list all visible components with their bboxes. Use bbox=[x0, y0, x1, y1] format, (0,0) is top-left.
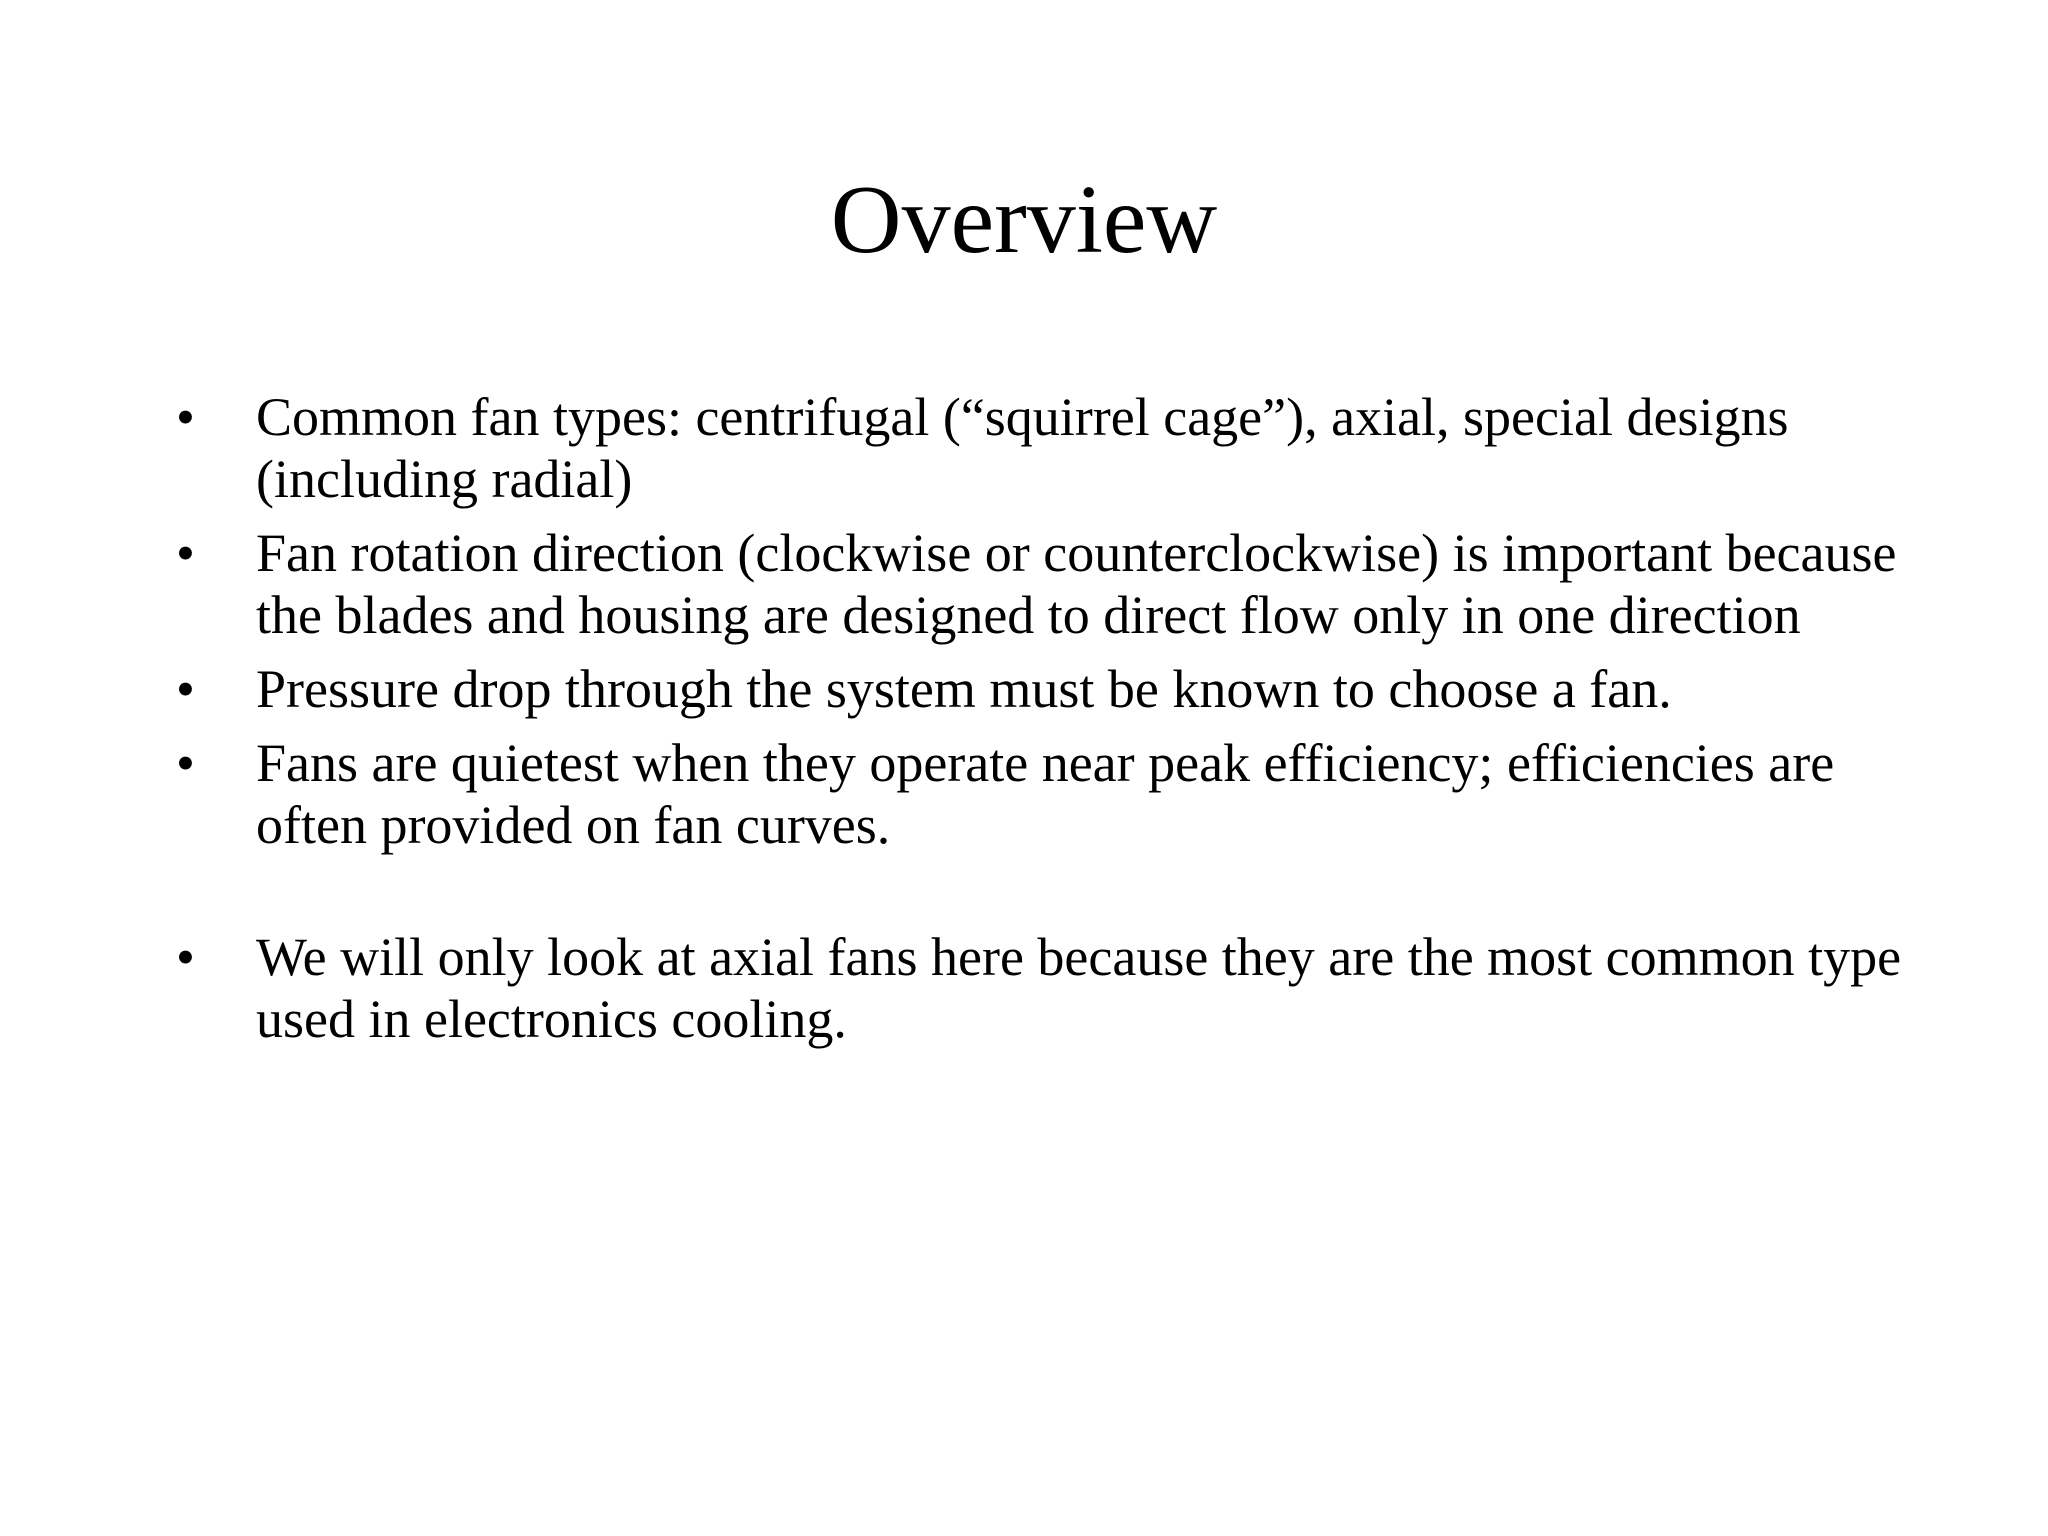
bullet-icon: • bbox=[176, 659, 195, 719]
bullet-icon: • bbox=[176, 927, 195, 987]
bullet-item-pressure-drop bbox=[176, 658, 1916, 720]
bullet-item-rotation-direction bbox=[176, 522, 1916, 646]
bullet-icon: • bbox=[176, 523, 195, 583]
bullet-text: Fans are quietest when they operate near peak efficiency; efficiencies are often provided on fan curves. bbox=[256, 733, 1835, 855]
bullet-item-efficiency bbox=[176, 732, 1916, 856]
bullet-text: Common fan types: centrifugal (“squirrel cage”), axial, special designs (including radial) bbox=[256, 387, 1789, 509]
bullet-list bbox=[176, 386, 1916, 1062]
bullet-icon: • bbox=[176, 733, 195, 793]
bullet-text: Fan rotation direction (clockwise or counterclockwise) is important because the blades and housing are designed to direct flow only in one direction bbox=[256, 523, 1897, 645]
slide-title: Overview bbox=[830, 166, 1218, 274]
bullet-text: We will only look at axial fans here because they are the most common type used in electronics cooling. bbox=[256, 927, 1902, 1049]
bullet-item-fan-types bbox=[176, 386, 1916, 510]
bullet-text: Pressure drop through the system must be known to choose a fan. bbox=[256, 659, 1672, 719]
bullet-item-axial-fans bbox=[176, 926, 1916, 1050]
bullet-icon: • bbox=[176, 387, 195, 447]
